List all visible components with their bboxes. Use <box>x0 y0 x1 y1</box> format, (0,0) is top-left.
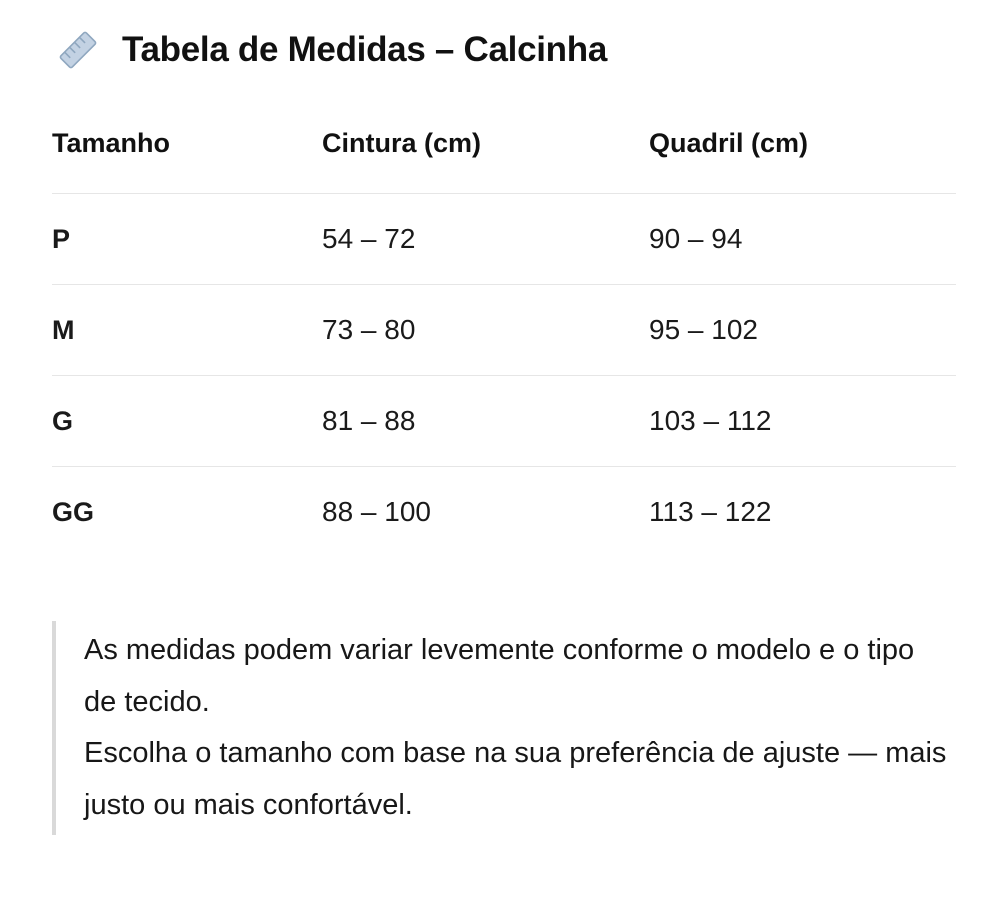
cell-cintura: 54 – 72 <box>322 223 416 254</box>
cell-cintura: 81 – 88 <box>322 405 416 436</box>
cell-quadril: 113 – 122 <box>649 496 772 527</box>
cell-cintura: 88 – 100 <box>322 496 431 527</box>
cell-tamanho: GG <box>52 496 95 527</box>
cell-tamanho: M <box>52 314 75 345</box>
column-header-cintura: Cintura (cm) <box>322 128 482 158</box>
cell-quadril: 95 – 102 <box>649 314 758 345</box>
page-title: Tabela de Medidas – Calcinha <box>122 29 608 69</box>
cell-tamanho: G <box>52 405 74 436</box>
column-header-tamanho: Tamanho <box>52 128 171 158</box>
cell-cintura: 73 – 80 <box>322 314 416 345</box>
table-row <box>52 285 956 376</box>
cell-tamanho: P <box>52 223 71 254</box>
table-row <box>52 194 956 285</box>
ruler-icon <box>52 24 104 76</box>
table-row <box>52 467 956 558</box>
table-header <box>52 128 956 194</box>
table-header-row <box>52 128 956 194</box>
table-body <box>52 194 956 558</box>
cell-quadril: 103 – 112 <box>649 405 772 436</box>
note-line-2: Escolha o tamanho com base na sua preferência de ajuste — mais justo ou mais confortável. <box>84 737 947 821</box>
table-row <box>52 376 956 467</box>
size-measurements-table <box>52 128 956 557</box>
column-header-quadril: Quadril (cm) <box>649 128 809 158</box>
note-line-1: As medidas podem variar levemente conforme o modelo e o tipo de tecido. <box>84 634 915 718</box>
page-header <box>0 0 1000 76</box>
measurement-note <box>52 621 952 835</box>
cell-quadril: 90 – 94 <box>649 223 743 254</box>
